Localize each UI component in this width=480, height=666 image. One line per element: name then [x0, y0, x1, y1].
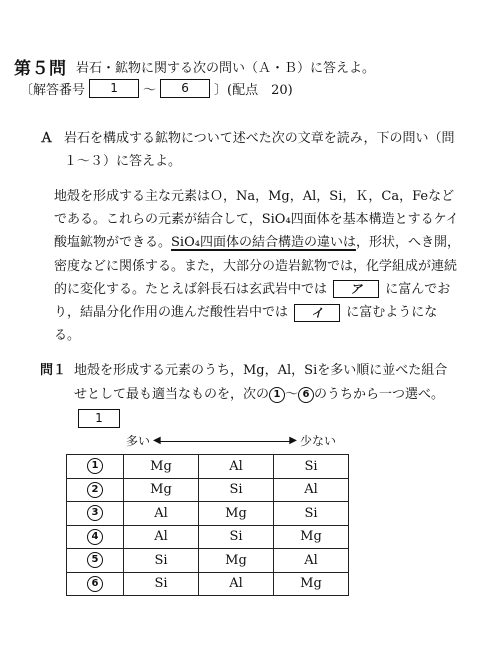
- table-header: [126, 432, 336, 449]
- passage-text-4: に富むようになる。: [54, 305, 438, 344]
- option-number: 2: [87, 482, 103, 498]
- question-title: 岩石・鉱物に関する次の問い（Ａ・Ｂ）に答えよ。: [76, 61, 376, 76]
- blank-i: イ: [294, 304, 340, 322]
- element-cell: Al: [199, 455, 274, 479]
- element-cell: Al: [199, 572, 274, 596]
- element-cell: Al: [124, 502, 199, 526]
- header-less: 少ない: [299, 434, 336, 448]
- question-number: 第５問: [14, 59, 67, 79]
- choice-range-separator: ～: [285, 387, 299, 402]
- question1-tail: のうちから一つ選べ。: [314, 387, 445, 402]
- option-number: 4: [87, 529, 103, 545]
- passage: [40, 185, 460, 347]
- choice-end-marker: 6: [298, 387, 314, 403]
- table-row: [67, 455, 349, 479]
- option-number: 5: [87, 552, 103, 568]
- element-cell: Si: [199, 525, 274, 549]
- answer-separator: 〜: [143, 83, 157, 98]
- element-cell: Si: [274, 502, 349, 526]
- element-cell: Al: [274, 549, 349, 573]
- answer-box-from: 1: [89, 79, 139, 98]
- options-table: [66, 454, 349, 596]
- element-cell: Mg: [124, 478, 199, 502]
- answer-number-range: [20, 79, 293, 98]
- option-number: 3: [87, 505, 103, 521]
- passage-text-3: に富んでおり，結晶分化作用の進んだ酸性岩中では: [54, 281, 451, 321]
- element-cell: Si: [274, 455, 349, 479]
- option-number: 1: [87, 458, 103, 474]
- table-row: [67, 525, 349, 549]
- blank-a: ア: [333, 280, 379, 298]
- question1-label: 問１: [40, 363, 67, 378]
- element-cell: Mg: [199, 502, 274, 526]
- element-cell: Si: [124, 572, 199, 596]
- answer-prefix: 〔解答番号: [20, 83, 86, 98]
- passage-text-1: 地殻を形成する主な元素はＯ，Na，Mg，Al，Si，Ｋ，Ca，Feなどである。これらの元素が結合して，SiO₄四面体を基本構造とするケイ酸塩鉱物ができる。: [54, 189, 459, 251]
- question1-answer-box: 1: [78, 409, 120, 428]
- choice-start-marker: 1: [269, 387, 285, 403]
- question1-body: 地殻を形成する元素のうち，Mg，Al，Siを多い順に並べた組合せとして最も適当なものを，次の: [74, 363, 448, 402]
- element-cell: Mg: [199, 549, 274, 573]
- section-a-label: Ａ: [40, 131, 54, 146]
- double-arrow-icon: ◀ ▶: [153, 434, 297, 446]
- element-cell: Si: [124, 549, 199, 573]
- option-number: 6: [87, 576, 103, 592]
- question1-text: [74, 359, 460, 431]
- element-cell: Mg: [124, 455, 199, 479]
- table-row: [67, 549, 349, 573]
- element-cell: Mg: [274, 525, 349, 549]
- header-more: 多い: [126, 434, 151, 448]
- table-row: [67, 478, 349, 502]
- element-cell: Mg: [274, 572, 349, 596]
- section-a-instruction: 岩石を構成する鉱物について述べた次の文章を読み，下の問い（問１～３）に答えよ。: [64, 131, 455, 169]
- answer-suffix: 〕(配点 20): [214, 83, 293, 98]
- passage-underlined: SiO₄四面体の結合構造の違いは: [171, 235, 356, 251]
- element-cell: Si: [199, 478, 274, 502]
- table-row: [67, 502, 349, 526]
- element-cell: Al: [274, 478, 349, 502]
- table-row: [67, 572, 349, 596]
- element-cell: Al: [124, 525, 199, 549]
- passage-text-2: ，形状，へき開，密度などに関係する。また，大部分の造岩鉱物では，化学組成が連続的に変化する。たとえば斜長石は玄武岩中では: [54, 235, 460, 297]
- answer-box-to: 6: [160, 79, 210, 98]
